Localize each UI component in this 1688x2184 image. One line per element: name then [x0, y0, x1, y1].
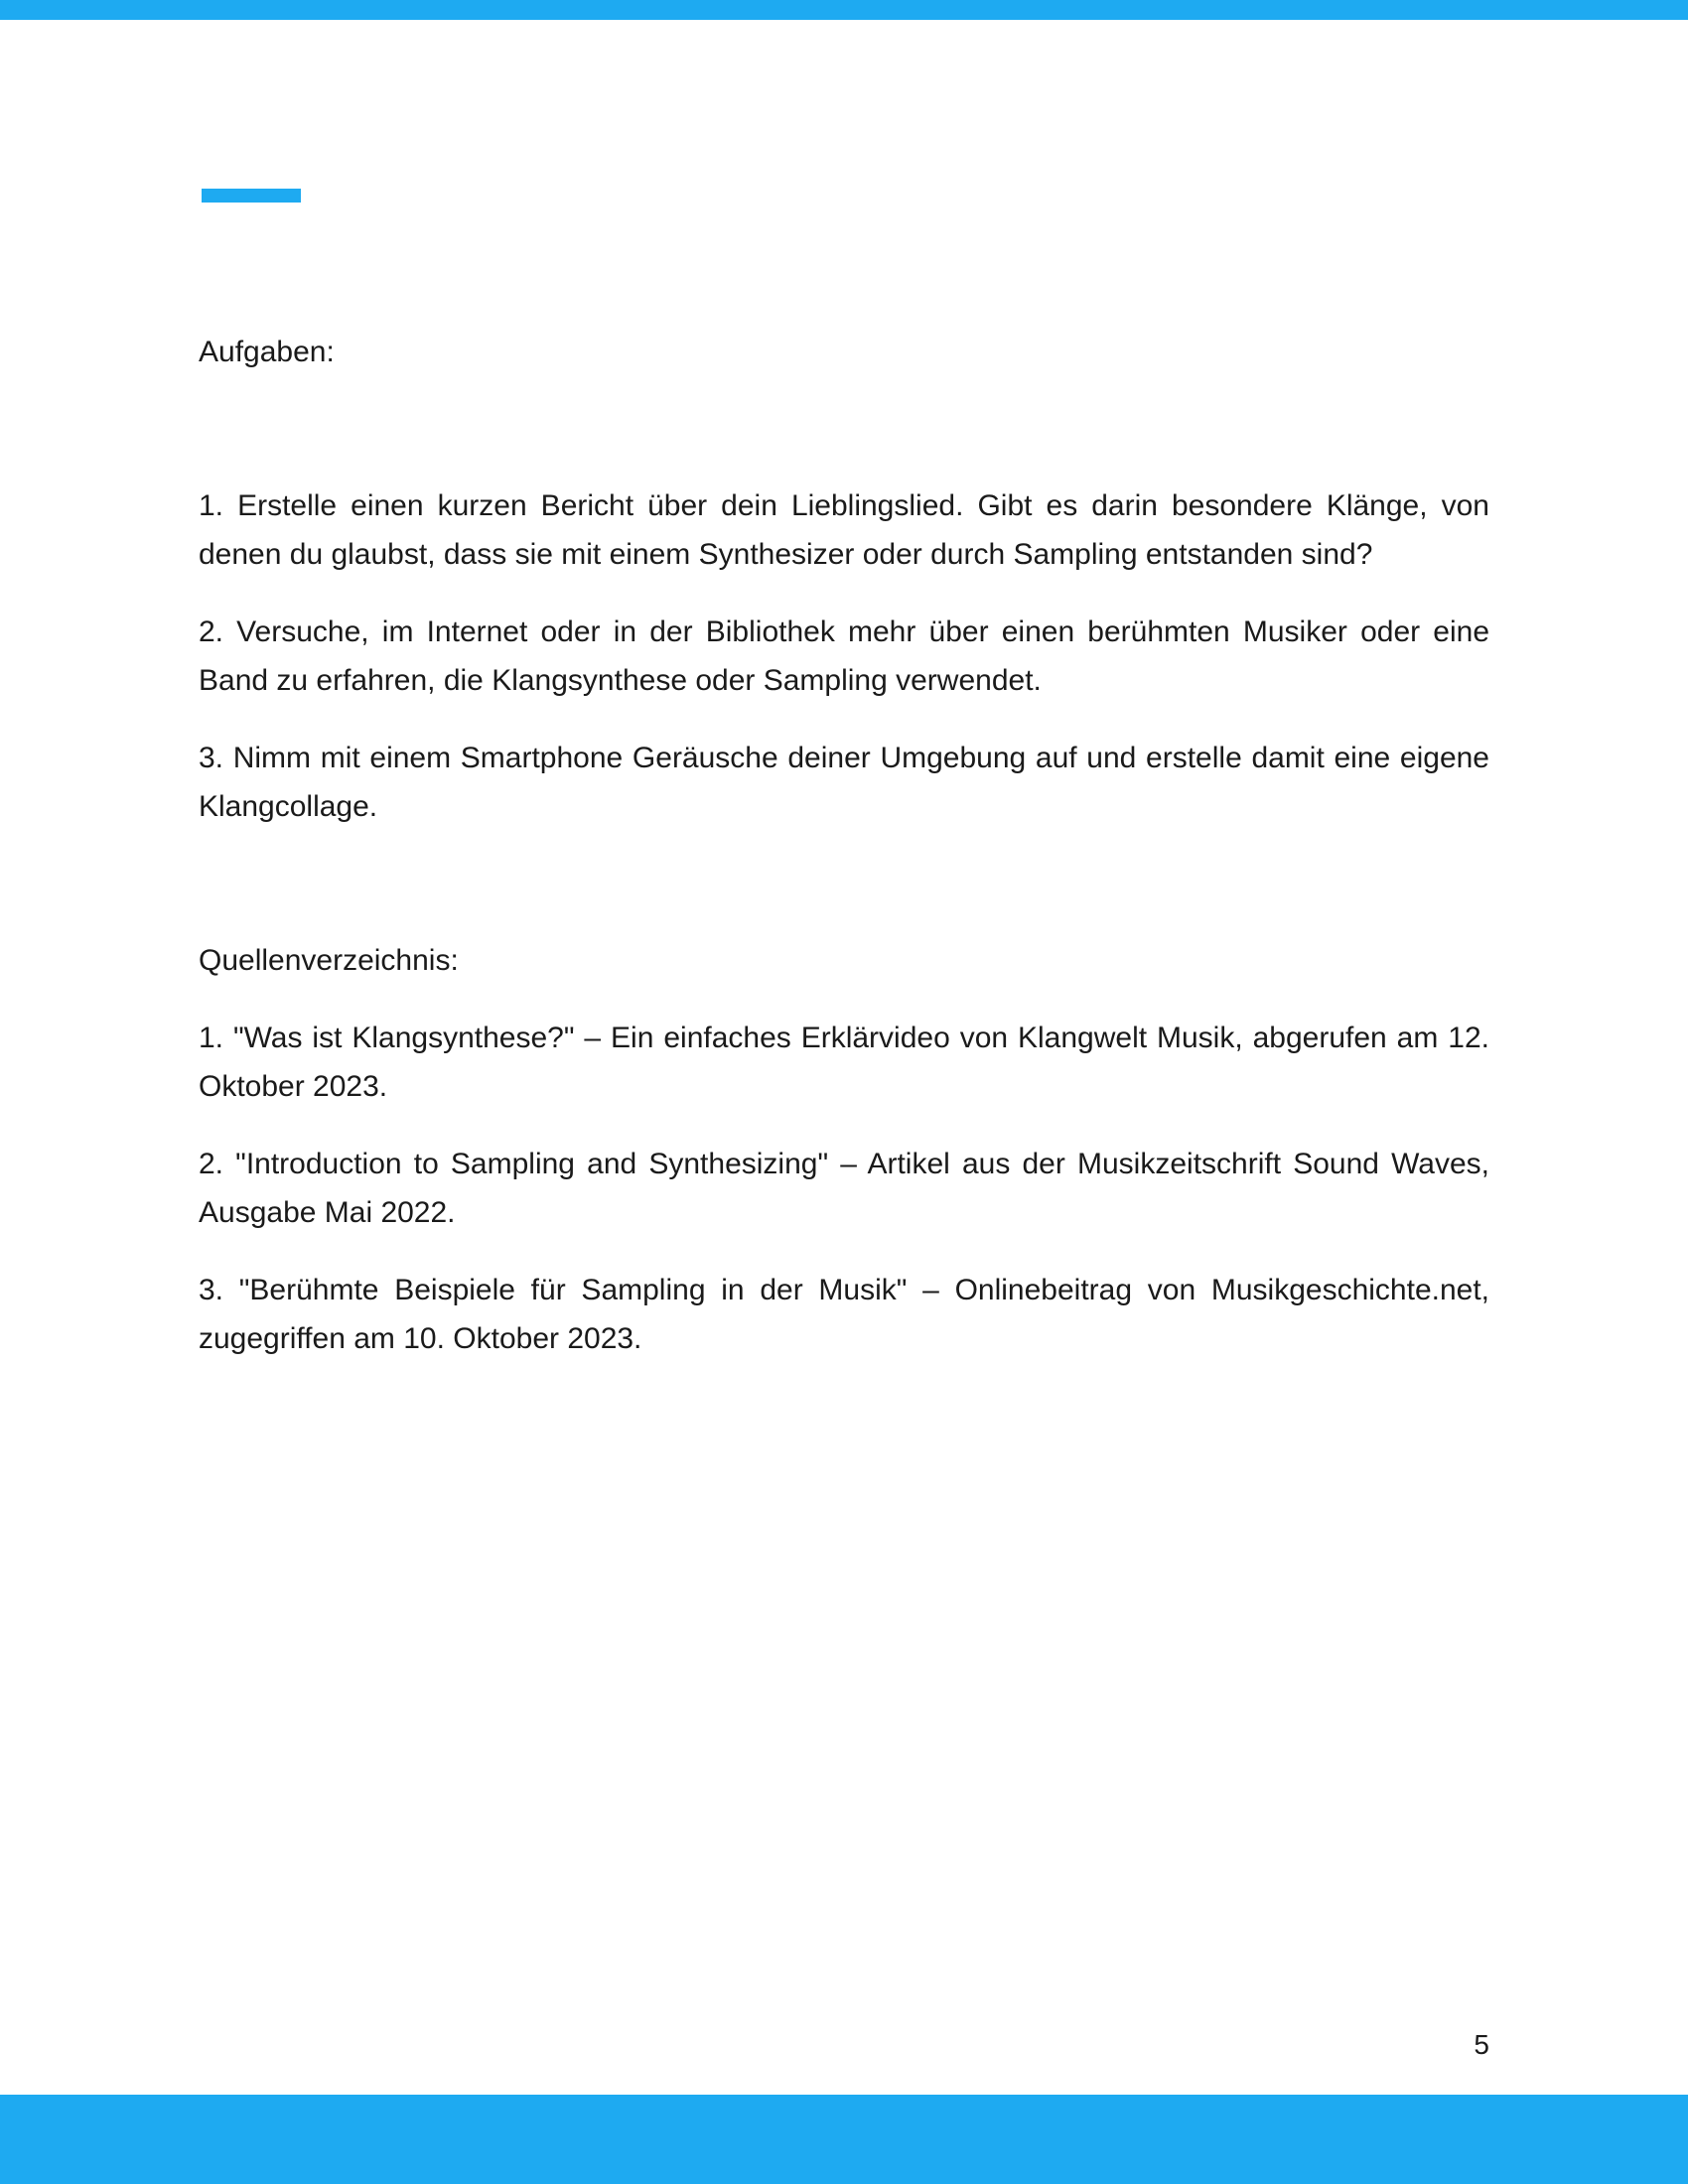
source-item: 1. "Was ist Klangsynthese?" – Ein einfaches Erklärvideo von Klangwelt Musik, abgerufen am 12. Oktober 2023.: [199, 1022, 1489, 1103]
tasks-list: [199, 481, 1489, 831]
tasks-heading: Aufgaben:: [199, 336, 335, 368]
task-item: 2. Versuche, im Internet oder in der Bibliothek mehr über einen berühmten Musiker oder eine Band zu erfahren, die Klangsynthese oder Sampling verwendet.: [199, 615, 1489, 697]
sources-list: [199, 1014, 1489, 1363]
section-accent-mark: [202, 189, 301, 203]
task-item: 1. Erstelle einen kurzen Bericht über dein Lieblingslied. Gibt es darin besondere Klänge, von denen du glaubst, dass sie mit einem Synthesizer oder durch Sampling entstanden sind?: [199, 489, 1489, 571]
sources-heading: Quellenverzeichnis:: [199, 944, 459, 977]
source-item: 2. "Introduction to Sampling and Synthesizing" – Artikel aus der Musikzeitschrift Sound Waves, Ausgabe Mai 2022.: [199, 1148, 1489, 1229]
top-accent-bar: [0, 0, 1688, 20]
task-item: 3. Nimm mit einem Smartphone Geräusche deiner Umgebung auf und erstelle damit eine eigene Klangcollage.: [199, 742, 1489, 823]
bottom-accent-bar: [0, 2095, 1688, 2184]
page-content: [199, 328, 1489, 1392]
page-number: 5: [1474, 2029, 1489, 2060]
source-item: 3. "Berühmte Beispiele für Sampling in der Musik" – Onlinebeitrag von Musikgeschichte.net, zugegriffen am 10. Oktober 2023.: [199, 1274, 1489, 1355]
